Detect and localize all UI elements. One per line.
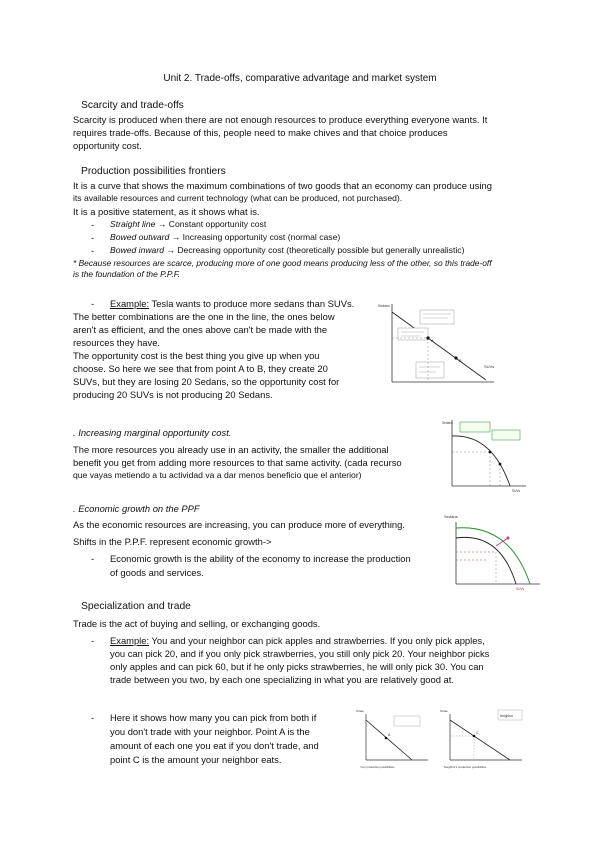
point-b: [454, 356, 457, 359]
annotation-box: [394, 716, 420, 726]
ppf-curve: [452, 436, 510, 486]
growth-bullet-line-1: Economic growth is the ability of the economy to increase the production: [110, 553, 411, 564]
ppf-line-1: It is a curve that shows the maximum combinations of two goods that an economy can produce using: [73, 180, 492, 191]
ppf-heading: Production possibilities frontiers: [81, 166, 226, 177]
tesla-line-4: The opportunity cost is the best thing you give up when you: [73, 350, 320, 361]
point-b-label: B: [459, 358, 462, 363]
point-c-label: C: [476, 731, 479, 735]
trade-example-text-1: You and your neighbor can pick apples and strawberries. If you only pick apples,: [149, 635, 485, 646]
figure-caption: Neighbor's production possibilities: [444, 765, 487, 769]
ppf-bullet-2-desc: → Increasing opportunity cost (normal case): [169, 232, 341, 242]
growth-point: [507, 537, 510, 540]
bullet-dash: -: [91, 553, 95, 564]
scarcity-line-2: requires trade-offs. Because of this, people need to make chives and that choice produces: [73, 127, 448, 138]
figure-caption: Your production possibilities: [360, 765, 395, 769]
ppf-bullet-2-term: Bowed outward: [110, 232, 170, 242]
trade-example-line-1: [110, 634, 485, 647]
point-a: [385, 737, 388, 740]
ppf-bullet-1-desc: → Constant opportunity cost: [155, 219, 267, 229]
curve-point: [499, 463, 502, 466]
bullet-dash: -: [91, 219, 95, 230]
neighbor-production-figure: [440, 706, 526, 770]
trade-intro: Trade is the act of buying and selling, or exchanging goods.: [73, 618, 321, 629]
tesla-line-6: SUVs, but they are losing 20 Sedans, so the opportunity cost for: [73, 376, 340, 387]
point-c: [473, 735, 476, 738]
y-axis-label: Sedans: [444, 514, 458, 519]
trade-here-line-2: you don't trade with your neighbor. Point A is the: [110, 726, 310, 737]
annotation-box: [420, 310, 454, 324]
tesla-line-7: producing 20 SUVs is not producing 20 Sedans.: [73, 389, 273, 400]
ppf-curve-shifted: [456, 528, 530, 584]
tesla-ppf-figure: [376, 298, 506, 390]
trade-example-line-3: only apples and can pick 60, but if he only picks strawberries, he will only pick 30. You can: [110, 661, 484, 672]
ppf-bullet-3-term: Bowed inward: [110, 245, 164, 255]
marginal-line-1: The more resources you already use in an activity, the smaller the additional: [73, 444, 389, 455]
document-title: Unit 2. Trade-offs, comparative advantage and market system: [163, 73, 437, 84]
marginal-line-3: que vayas metiendo a tu actividad va a dar menos beneficio que el anterior): [73, 470, 362, 480]
annotation-box: [460, 422, 490, 432]
trade-here-line-1: Here it shows how many you can pick from both if: [110, 712, 317, 723]
bullet-dash: -: [91, 245, 95, 256]
bullet-dash: -: [91, 712, 95, 723]
marginal-ppf-figure: [442, 416, 528, 494]
annotation-box: [416, 362, 444, 378]
tesla-line-3: resources they have.: [73, 337, 161, 348]
marginal-line-2: benefit you get from adding more resources to that same activity. (cada recurso: [73, 457, 402, 468]
y-axis-label: Straw.: [356, 709, 365, 713]
growth-ppf-figure: [444, 512, 544, 592]
trade-example-line-4: trade between you two, by each one specializing in what you are relatively good at.: [110, 674, 454, 685]
growth-bullet-line-2: of goods and services.: [110, 567, 204, 578]
trade-example-line-2: you can pick 20, and if you only pick strawberries, you still only pick 20. Your neighbor picks: [110, 648, 490, 659]
ppf-note-2: is the foundation of the P.P.F.: [73, 269, 181, 279]
y-axis-label: Sedans: [442, 421, 453, 425]
ppf-bullet-3: [110, 244, 464, 257]
ppf-line: [450, 720, 510, 760]
y-axis-label: Straw.: [440, 709, 449, 713]
ppf-bullet-1: [110, 218, 266, 231]
ppf-bullet-1-term: Straight line: [110, 219, 156, 229]
trade-example-label: Example:: [110, 635, 150, 646]
point-a-label: A: [431, 338, 434, 343]
point-a-label: A: [388, 733, 391, 737]
trade-here-line-3: amount of each one you eat if you don't trade, and: [110, 740, 319, 751]
tesla-example-label: Example:: [110, 298, 150, 309]
ppf-line-2: its available resources and current technology (what can be produced, not purchased).: [73, 193, 403, 203]
ppf-bullet-2: [110, 231, 340, 244]
tesla-example-first: [110, 297, 354, 310]
y-axis-label: Sedans: [378, 304, 390, 308]
tesla-line-5: choose. So here we see that from point A to B, they create 20: [73, 363, 328, 374]
bullet-dash: -: [91, 635, 95, 646]
marginal-heading: . Increasing marginal opportunity cost.: [73, 427, 232, 438]
trade-here-line-4: point C is the amount your neighbor eats.: [110, 754, 282, 765]
ppf-line-3: It is a positive statement, as it shows what is.: [73, 206, 260, 217]
bullet-dash: -: [91, 232, 95, 243]
curve-point: [489, 451, 492, 454]
growth-line-2: Shifts in the P.P.F. represent economic growth->: [73, 536, 272, 547]
bullet-dash: -: [91, 298, 95, 309]
scarcity-heading: Scarcity and trade-offs: [81, 100, 184, 111]
tesla-example-intro: Tesla wants to produce more sedans than SUVs.: [149, 298, 355, 309]
ppf-bullet-3-desc: → Decreasing opportunity cost (theoretically possible but generally unrealistic): [163, 245, 465, 255]
x-axis-label: SUVs: [512, 489, 521, 493]
tesla-line-2: aren't as efficient, and the ones above can't be made with the: [73, 324, 328, 335]
scarcity-line-3: opportunity cost.: [73, 140, 142, 151]
trade-heading: Specialization and trade: [81, 601, 191, 612]
x-axis-label: SUVs: [484, 364, 495, 369]
growth-line-1: As the economic resources are increasing, you can produce more of everything.: [73, 519, 405, 530]
growth-heading: . Economic growth on the PPF: [73, 503, 200, 514]
shift-arrow: [496, 538, 508, 546]
tesla-line-1: The better combinations are the one in the line, the ones below: [73, 311, 335, 322]
x-axis-label: SUVs: [516, 587, 525, 591]
scarcity-line-1: Scarcity is produced when there are not enough resources to produce everything everyone wants. It: [73, 114, 488, 125]
figure-title: Neighbor: [500, 714, 513, 718]
annotation-box: [492, 430, 520, 440]
your-production-figure: [356, 706, 432, 770]
ppf-note-1: * Because resources are scarce, producing more of one good means producing less of the other, so this trade-off: [73, 258, 492, 268]
point-a: [426, 336, 429, 339]
